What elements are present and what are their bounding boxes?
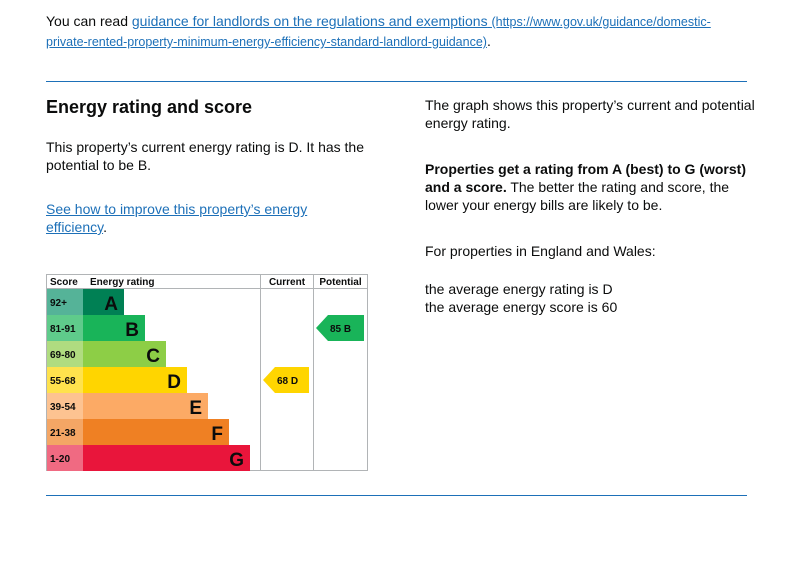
current-rating-text: This property’s current energy rating is D. It has the potential to be B.	[46, 139, 364, 173]
guidance-link[interactable]	[46, 13, 711, 49]
region-text: For properties in England and Wales:	[425, 243, 656, 259]
rating-letter: C	[146, 346, 160, 367]
score-range-label: 1-20	[50, 454, 71, 465]
rating-explanation: The better the rating and score, the lower your energy bills are likely to be.	[425, 179, 730, 213]
guidance-paragraph	[46, 12, 746, 52]
average-rating: the average energy rating is D	[425, 281, 613, 297]
rating-explanation-bold: Properties get a rating from A (best) to G (worst) and a score.	[425, 161, 746, 195]
rating-section	[46, 96, 366, 236]
intro-prefix: You can read	[46, 13, 132, 29]
energy-rating-header: Energy rating	[90, 277, 155, 288]
guidance-url: (https://www.gov.uk/guidance/domestic-private-rented-property-minimum-energy-efficiency-standard-landlord-guidance)	[46, 15, 711, 49]
score-range-label: 21-38	[50, 428, 76, 439]
graph-description: The graph shows this property’s current and potential energy rating.	[425, 97, 755, 131]
section-heading: Energy rating and score	[46, 97, 253, 117]
score-range-label: 81-91	[50, 324, 76, 335]
score-header: Score	[50, 277, 78, 288]
rating-letter: B	[125, 320, 139, 341]
current-rating-arrow-label: 68 D	[277, 376, 299, 387]
rating-letter: E	[189, 398, 202, 419]
potential-header: Potential	[319, 277, 362, 288]
potential-rating-arrow-label: 85 B	[330, 324, 352, 335]
score-range-label: 55-68	[50, 376, 76, 387]
rating-bar	[83, 445, 250, 471]
rating-letter: G	[229, 450, 244, 471]
score-range-label: 92+	[50, 298, 67, 309]
improve-efficiency-link[interactable]: See how to improve this property’s energy efficiency	[46, 201, 308, 235]
rating-info	[425, 96, 755, 316]
current-header: Current	[268, 277, 306, 288]
section-divider-top	[46, 81, 747, 82]
average-score: the average energy score is 60	[425, 299, 618, 315]
score-range-label: 69-80	[50, 350, 76, 361]
rating-letter: F	[211, 424, 223, 445]
energy-rating-chart	[46, 274, 368, 471]
score-range-label: 39-54	[50, 402, 76, 413]
improve-suffix: .	[103, 219, 107, 235]
rating-bar	[83, 419, 229, 445]
rating-letter: A	[104, 294, 118, 315]
section-divider-bottom	[46, 495, 747, 496]
rating-letter: D	[167, 372, 181, 393]
intro-suffix: .	[486, 33, 491, 49]
guidance-link-text: guidance for landlords on the regulations and exemptions	[131, 13, 488, 29]
